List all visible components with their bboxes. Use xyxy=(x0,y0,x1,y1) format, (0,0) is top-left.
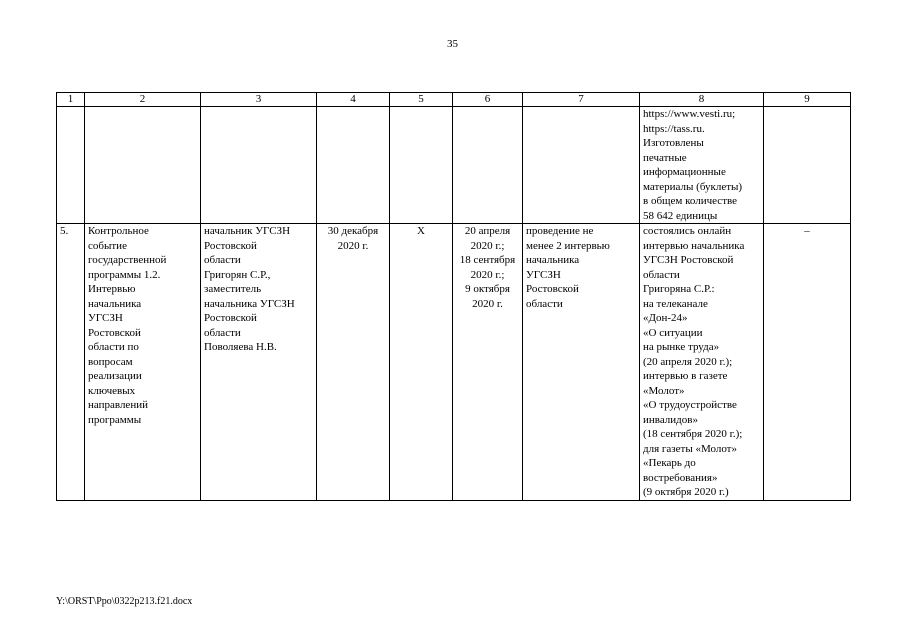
table-cell xyxy=(390,107,453,224)
column-header: 5 xyxy=(390,93,453,107)
event-cell: Контрольное событие государственной программы 1.2. Интервью начальника УГСЗН Ростовской области по вопросам реализации ключевых направлений программы xyxy=(85,224,201,501)
report-table xyxy=(56,92,851,501)
table-cell xyxy=(453,107,523,224)
notes-cell: – xyxy=(764,224,851,501)
fact-date-cell: 20 апреля 2020 г.; 18 сентября 2020 г.; 9 октября 2020 г. xyxy=(453,224,523,501)
table-cell xyxy=(523,107,640,224)
row-number-cell: 5. xyxy=(57,224,85,501)
table-cell xyxy=(57,107,85,224)
responsible-cell: начальник УГСЗН Ростовской области Григорян С.Р., заместитель начальника УГСЗН Ростовской области Поволяева Н.В. xyxy=(201,224,317,501)
column-header: 2 xyxy=(85,93,201,107)
table-cell xyxy=(85,107,201,224)
column-header: 3 xyxy=(201,93,317,107)
actual-result-cell: https://www.vesti.ru; https://tass.ru. Изготовлены печатные информационные материалы (буклеты) в общем количестве 58 642 единицы xyxy=(640,107,764,224)
table-cell xyxy=(201,107,317,224)
actual-result-cell: состоялись онлайн интервью начальника УГСЗН Ростовской области Григоряна С.Р.: на телеканале «Дон-24» «О ситуации на рынке труда» (20 апреля 2020 г.); интервью в газете «Молот» «О трудоустройстве инвалидов» (18 сентября 2020 г.); для газеты «Молот» «Пекарь до востребования» (9 октября 2020 г.) xyxy=(640,224,764,501)
page-number: 35 xyxy=(447,38,458,50)
column-header: 4 xyxy=(317,93,390,107)
column-header: 9 xyxy=(764,93,851,107)
plan-date-cell: 30 декабря 2020 г. xyxy=(317,224,390,501)
table-cell xyxy=(317,107,390,224)
footer-file-path: Y:\ORST\Ppo\0322p213.f21.docx xyxy=(56,596,193,607)
column-header: 7 xyxy=(523,93,640,107)
col5-cell: X xyxy=(390,224,453,501)
planned-result-cell: проведение не менее 2 интервью начальника УГСЗН Ростовской области xyxy=(523,224,640,501)
table-header-row xyxy=(57,93,851,107)
column-header: 8 xyxy=(640,93,764,107)
column-header: 1 xyxy=(57,93,85,107)
table-row-5 xyxy=(57,224,851,501)
table-row-continuation xyxy=(57,107,851,224)
table-cell xyxy=(764,107,851,224)
column-header: 6 xyxy=(453,93,523,107)
